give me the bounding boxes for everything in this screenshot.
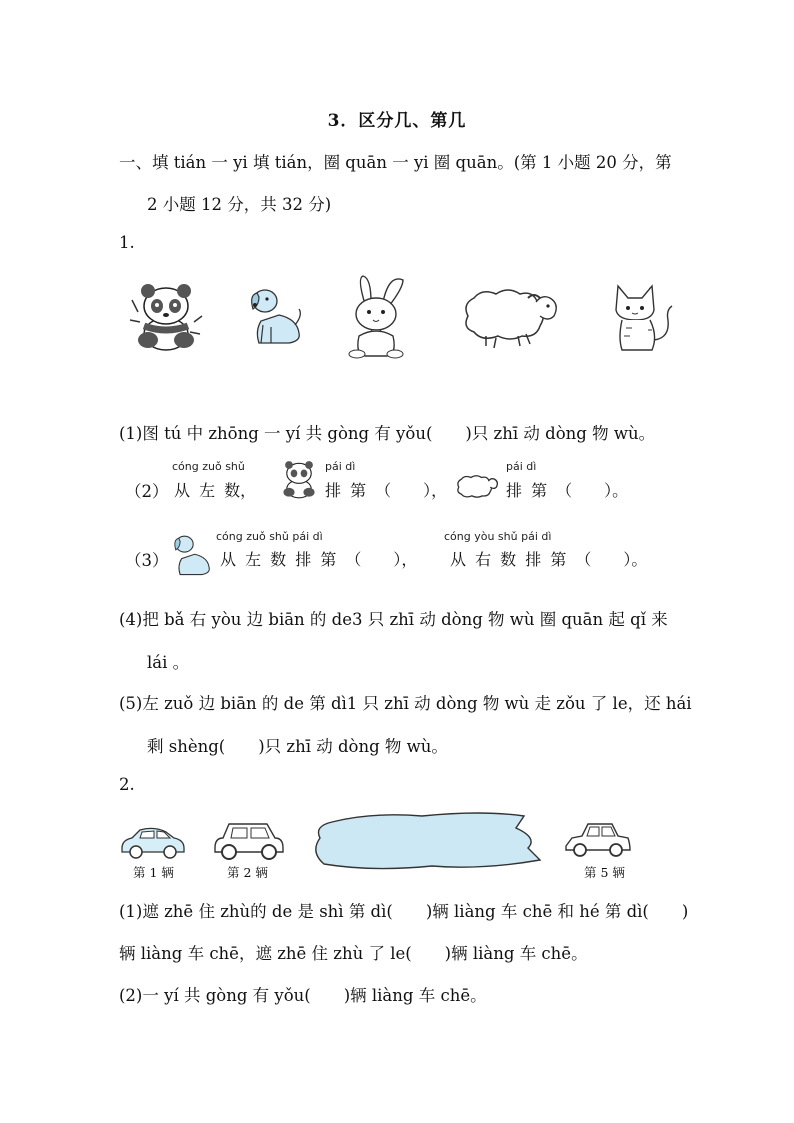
question-1-part-3-label: （3） bbox=[125, 551, 169, 570]
sheep-icon bbox=[462, 286, 562, 350]
question-1-part-4-line1: (4)把 bǎ 右 yòu 边 biān 的 de3 只 zhī 动 dòng 物 wù 圈 quān 起 qǐ 来 bbox=[119, 610, 668, 629]
sheep-icon bbox=[456, 474, 500, 502]
pinyin-pai-di-1: pái dì bbox=[325, 460, 356, 473]
dog-icon bbox=[170, 532, 212, 578]
question-1-part-1: (1)图 tú 中 zhōng 一 yí 共 gòng 有 yǒu( )只 zhī 动 dòng 物 wù。 bbox=[119, 424, 656, 443]
question-2-part-1-line1: (1)遮 zhē 住 zhù的 de 是 shì 第 dì( )辆 liàng 车 chē 和 hé 第 dì( ) bbox=[119, 902, 689, 921]
car-icon bbox=[213, 820, 285, 860]
question-1-number: 1. bbox=[119, 233, 135, 252]
question-1-part-5-line1: (5)左 zuǒ 边 biān 的 de 第 dì1 只 zhī 动 dòng 物 wù 走 zǒu 了 le，还 hái bbox=[119, 694, 692, 713]
text-pai-di-blank-2: 排 第 （ ）。 bbox=[506, 481, 629, 500]
pinyin-right-count: cóng yòu shǔ pái dì bbox=[444, 530, 552, 543]
question-2-part-1-line2: 辆 liàng 车 chē，遮 zhē 住 zhù 了 le( )辆 liàng 车 chē。 bbox=[119, 944, 588, 963]
car-label-1: 第 1 辆 bbox=[133, 865, 174, 880]
car-label-5: 第 5 辆 bbox=[584, 865, 625, 880]
cat-icon bbox=[612, 280, 674, 354]
text-pai-di-blank-1: 排 第 （ ）， bbox=[325, 481, 448, 500]
page-title: 3．区分几、第几 bbox=[327, 111, 467, 131]
puddle-cover bbox=[312, 808, 542, 872]
car-icon bbox=[120, 824, 186, 860]
pinyin-left-count: cóng zuǒ shǔ pái dì bbox=[216, 530, 323, 543]
section-heading-line1: 一、填 tián 一 yi 填 tián，圈 quān 一 yi 圈 quān。(第 1 小题 20 分，第 bbox=[119, 153, 672, 172]
question-1-part-2-label: （2） bbox=[125, 482, 169, 501]
section-heading-line2: 2 小题 12 分，共 32 分) bbox=[147, 195, 332, 214]
question-2-number: 2. bbox=[119, 775, 135, 794]
panda-icon bbox=[278, 460, 320, 500]
text-left-count: 从 左 数 排 第 （ ）， bbox=[220, 550, 418, 569]
car-icon bbox=[564, 820, 632, 860]
question-1-part-4-line2: lái 。 bbox=[147, 653, 190, 672]
rabbit-icon bbox=[343, 274, 409, 360]
question-2-part-2: (2)一 yí 共 gòng 有 yǒu( )辆 liàng 车 chē。 bbox=[119, 986, 487, 1005]
car-label-2: 第 2 辆 bbox=[227, 865, 268, 880]
text-cong-zuo-shu: 从 左 数， bbox=[174, 481, 257, 500]
pinyin-cong-zuo-shu: cóng zuǒ shǔ bbox=[172, 460, 245, 473]
text-right-count: 从 右 数 排 第 （ ）。 bbox=[450, 550, 648, 569]
pinyin-pai-di-2: pái dì bbox=[506, 460, 537, 473]
panda-icon bbox=[130, 282, 202, 354]
dog-icon bbox=[245, 285, 303, 347]
question-1-part-5-line2: 剩 shèng( )只 zhī 动 dòng 物 wù。 bbox=[147, 737, 448, 756]
